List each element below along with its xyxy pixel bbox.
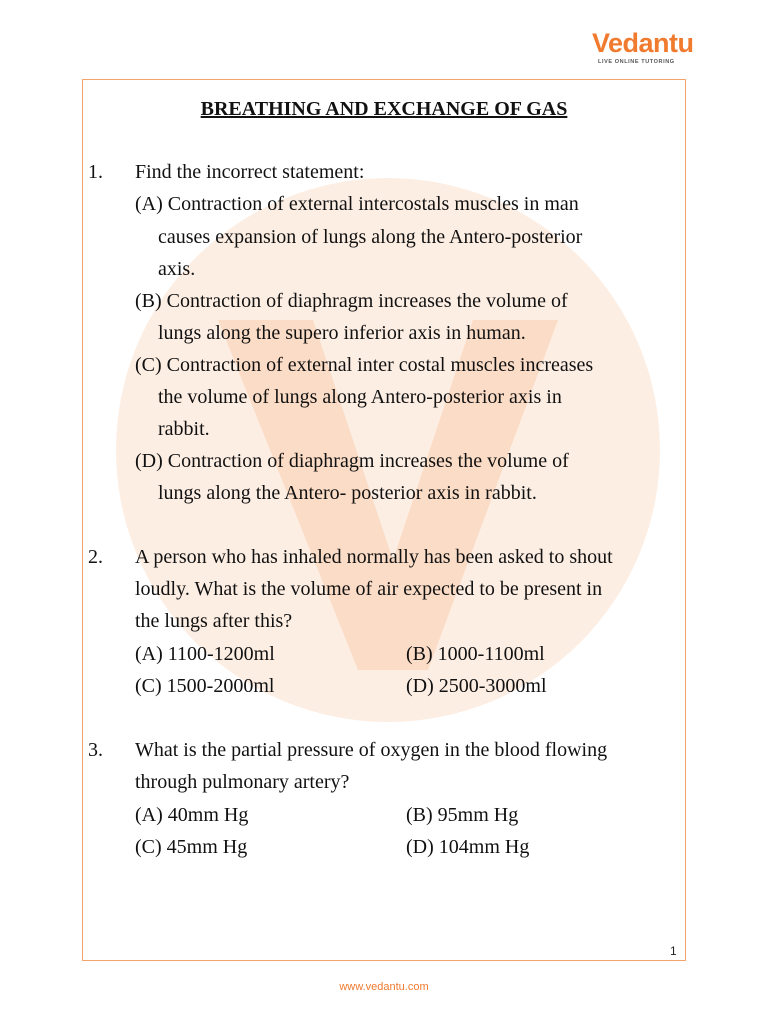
question-3-option-b: (B) 95mm Hg: [406, 804, 519, 826]
question-2-stem: A person who has inhaled normally has been asked to shout: [135, 546, 613, 568]
logo-wordmark: Vedantu: [592, 28, 694, 58]
question-3-option-c: (C) 45mm Hg: [135, 836, 248, 858]
question-2-number: 2.: [88, 546, 103, 568]
question-1-option-d-cont: lungs along the Antero- posterior axis in rabbit.: [158, 482, 537, 504]
question-2-option-c: (C) 1500-2000ml: [135, 675, 275, 697]
page-title: BREATHING AND EXCHANGE OF GAS: [200, 98, 568, 120]
question-1-option-c-cont: rabbit.: [158, 418, 210, 440]
question-3-number: 3.: [88, 739, 103, 761]
question-3-option-a: (A) 40mm Hg: [135, 804, 249, 826]
question-2-option-d: (D) 2500-3000ml: [406, 675, 547, 697]
page-number: 1: [670, 944, 677, 958]
question-2-option-b: (B) 1000-1100ml: [406, 643, 545, 665]
question-1-option-a-cont: causes expansion of lungs along the Antero-posterior: [158, 226, 583, 248]
question-1-option-a-cont: axis.: [158, 258, 196, 280]
question-1-option-d: (D) Contraction of diaphragm increases the volume of: [135, 450, 569, 472]
question-1-stem: Find the incorrect statement:: [135, 161, 365, 183]
question-3-stem-cont: through pulmonary artery?: [135, 771, 350, 793]
question-2-stem-cont: the lungs after this?: [135, 610, 293, 632]
footer-website-link[interactable]: www.vedantu.com: [339, 981, 429, 993]
logo-tagline: LIVE ONLINE TUTORING: [598, 59, 675, 65]
question-3-option-d: (D) 104mm Hg: [406, 836, 530, 858]
question-1-option-c-cont: the volume of lungs along Antero-posterior axis in: [158, 386, 562, 408]
question-1-option-c: (C) Contraction of external inter costal muscles increases: [135, 354, 594, 376]
question-1-option-b-cont: lungs along the supero inferior axis in human.: [158, 322, 526, 344]
question-2-stem-cont: loudly. What is the volume of air expected to be present in: [135, 578, 603, 600]
question-3-stem: What is the partial pressure of oxygen in the blood flowing: [135, 739, 608, 761]
question-1-option-a: (A) Contraction of external intercostals muscles in man: [135, 193, 579, 215]
question-1-number: 1.: [88, 161, 103, 183]
question-1-option-b: (B) Contraction of diaphragm increases the volume of: [135, 290, 568, 312]
question-2-option-a: (A) 1100-1200ml: [135, 643, 275, 665]
